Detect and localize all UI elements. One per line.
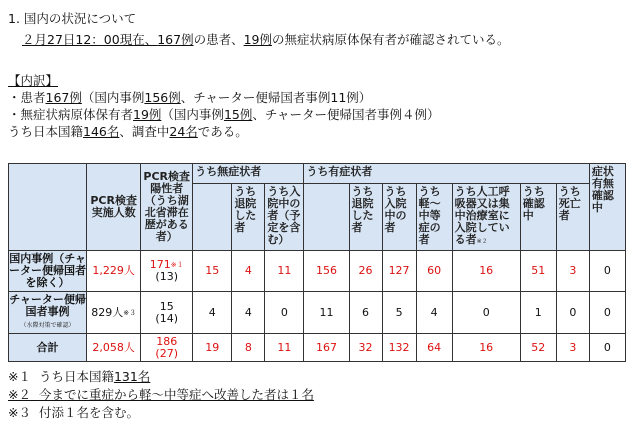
patients-domestic: 156例 [144, 90, 181, 105]
cell-deaths: 0 [556, 292, 589, 334]
cell-sym-mild: 4 [416, 292, 452, 334]
breakdown-patients [8, 89, 371, 106]
pcr-positive-value: 171 [149, 258, 171, 271]
section-title: 国内の状況について [23, 11, 137, 26]
pcr-positive-note: ※１ [170, 261, 184, 269]
breakdown-nationality [8, 123, 248, 140]
pcr-positive-value: 15 [159, 299, 174, 313]
cell-asym-hospitalized: 11 [265, 251, 304, 292]
cell-deaths: 3 [556, 334, 589, 362]
cell-symptomatic: 11 [304, 292, 349, 334]
section-heading [8, 10, 136, 27]
row-label: 国内事例（チャーター便帰国者を除く） [9, 251, 87, 292]
status-carriers: 19例 [243, 32, 272, 47]
cell-sym-confirming: 51 [520, 251, 556, 292]
status-line [22, 31, 510, 48]
status-mid: の患者、 [193, 32, 244, 47]
cell-sym-confirming: 52 [520, 334, 556, 362]
cell-unconfirmed: 0 [589, 334, 625, 362]
header-sym-severe [452, 184, 520, 251]
cell-asymptomatic: 4 [193, 292, 232, 334]
status-tail: の無症状病原体保有者が確認されている。 [272, 32, 510, 47]
note-1 [8, 368, 150, 385]
nationality-mid: 、調査中 [119, 124, 170, 139]
status-patients: 167例 [157, 32, 194, 47]
note-1-value: 131名 [113, 369, 151, 384]
cell-sym-mild: 60 [416, 251, 452, 292]
cell-asym-discharged: 4 [232, 292, 265, 334]
statistics-table [8, 163, 626, 362]
header-sym-mild: うち軽～中等症の者 [416, 184, 452, 251]
carriers-tail: 、チャーター便帰国者事例４例） [252, 107, 440, 122]
note-2-mark: ※２ [8, 387, 31, 402]
cell-sym-mild: 64 [416, 334, 452, 362]
header-sym-confirming: うち確認中 [520, 184, 556, 251]
cell-asym-discharged: 8 [232, 334, 265, 362]
header-symptomatic: うち有症状者 [304, 164, 589, 184]
cell-pcr-positive [141, 292, 193, 334]
cell-pcr-tests: 1,229人 [87, 251, 141, 292]
cell-symptomatic: 167 [304, 334, 349, 362]
section-number: 1. [8, 11, 20, 26]
header-sym-hospitalized: うち入院中の者 [382, 184, 416, 251]
header-deaths: うち死亡者 [556, 184, 589, 251]
cell-sym-discharged: 26 [349, 251, 382, 292]
note-1-mark: ※１ [8, 369, 31, 384]
cell-pcr-positive [141, 334, 193, 362]
cell-deaths: 3 [556, 251, 589, 292]
patients-prefix: ・患者 [8, 90, 46, 105]
pcr-positive-value: 186 [156, 334, 178, 348]
row-label [9, 292, 87, 334]
cell-pcr-positive [141, 251, 193, 292]
header-asym-spacer [193, 184, 232, 251]
header-asym-hospitalized: うち入院中の者（予定を含む） [265, 184, 304, 251]
cell-unconfirmed: 0 [589, 292, 625, 334]
header-sym-spacer [304, 184, 349, 251]
nationality-pending: 24名 [169, 124, 198, 139]
cell-sym-discharged: 6 [349, 292, 382, 334]
cell-sym-discharged: 32 [349, 334, 382, 362]
table-corner [9, 164, 87, 251]
pcr-hubei-value: (13) [155, 270, 179, 283]
status-datetime: ２月27日12：00現在、 [22, 32, 158, 47]
header-unconfirmed: 症状有無確認中 [589, 164, 625, 251]
cell-sym-severe: 0 [452, 292, 520, 334]
note-3-text: 付添１名を含む。 [38, 405, 139, 420]
patients-mid: （国内事例 [81, 90, 145, 105]
note-2 [8, 386, 314, 403]
cell-sym-hospitalized: 5 [382, 292, 416, 334]
breakdown-carriers [8, 106, 439, 123]
cell-pcr-tests: 2,058人 [87, 334, 141, 362]
header-sym-severe-note: ※２ [476, 238, 488, 245]
cell-sym-hospitalized: 132 [382, 334, 416, 362]
pcr-tests-value: 829人 [91, 305, 124, 319]
header-sym-severe-label: うち人工呼吸器又は集中治療室に入院している者 [454, 185, 510, 246]
cell-pcr-tests [87, 292, 141, 334]
note-1-text: うち日本国籍 [38, 369, 114, 384]
cell-asymptomatic: 15 [193, 251, 232, 292]
cell-sym-hospitalized: 127 [382, 251, 416, 292]
breakdown-label: 【内訳】 [8, 73, 59, 88]
patients-total: 167例 [45, 90, 82, 105]
cell-symptomatic: 156 [304, 251, 349, 292]
cell-asym-hospitalized: 0 [265, 292, 304, 334]
pcr-tests-note: ※３ [123, 308, 137, 317]
header-pcr-tests: PCR検査実施人数 [87, 164, 141, 251]
note-3 [8, 404, 139, 421]
patients-tail: 、チャーター便帰国者事例11例） [180, 90, 372, 105]
pcr-hubei-value: (14) [155, 311, 179, 325]
header-asymptomatic: うち無症状者 [193, 164, 304, 184]
nationality-tail: である。 [197, 124, 248, 139]
table-row [9, 251, 626, 292]
note-2-text: 今までに重症から軽～中等症へ改善した者は１名 [38, 387, 314, 402]
nationality-japanese: 146名 [83, 124, 120, 139]
cell-sym-confirming: 1 [520, 292, 556, 334]
nationality-prefix: うち日本国籍 [8, 124, 84, 139]
row-label: 合計 [9, 334, 87, 362]
cell-asym-hospitalized: 11 [265, 334, 304, 362]
header-sym-discharged: うち退院した者 [349, 184, 382, 251]
pcr-hubei-value: (27) [155, 346, 179, 360]
table-row [9, 334, 626, 362]
carriers-domestic: 15例 [223, 107, 253, 122]
header-pcr-positive: PCR検査陽性者（うち湖北省滞在歴がある者） [141, 164, 193, 251]
cell-asym-discharged: 4 [232, 251, 265, 292]
carriers-mid: （国内事例 [161, 107, 224, 122]
cell-sym-severe: 16 [452, 334, 520, 362]
header-asym-discharged: うち退院した者 [232, 184, 265, 251]
table-row [9, 292, 626, 334]
cell-unconfirmed: 0 [589, 251, 625, 292]
cell-sym-severe: 16 [452, 251, 520, 292]
carriers-total: 19例 [133, 107, 162, 122]
cell-asymptomatic: 19 [193, 334, 232, 362]
row-label-note: （水際対策で確認） [20, 321, 75, 329]
note-3-mark: ※３ [8, 405, 31, 420]
carriers-prefix: ・無症状病原体保有者 [8, 107, 134, 122]
row-label-text: チャーター便帰国者事例 [9, 292, 86, 318]
